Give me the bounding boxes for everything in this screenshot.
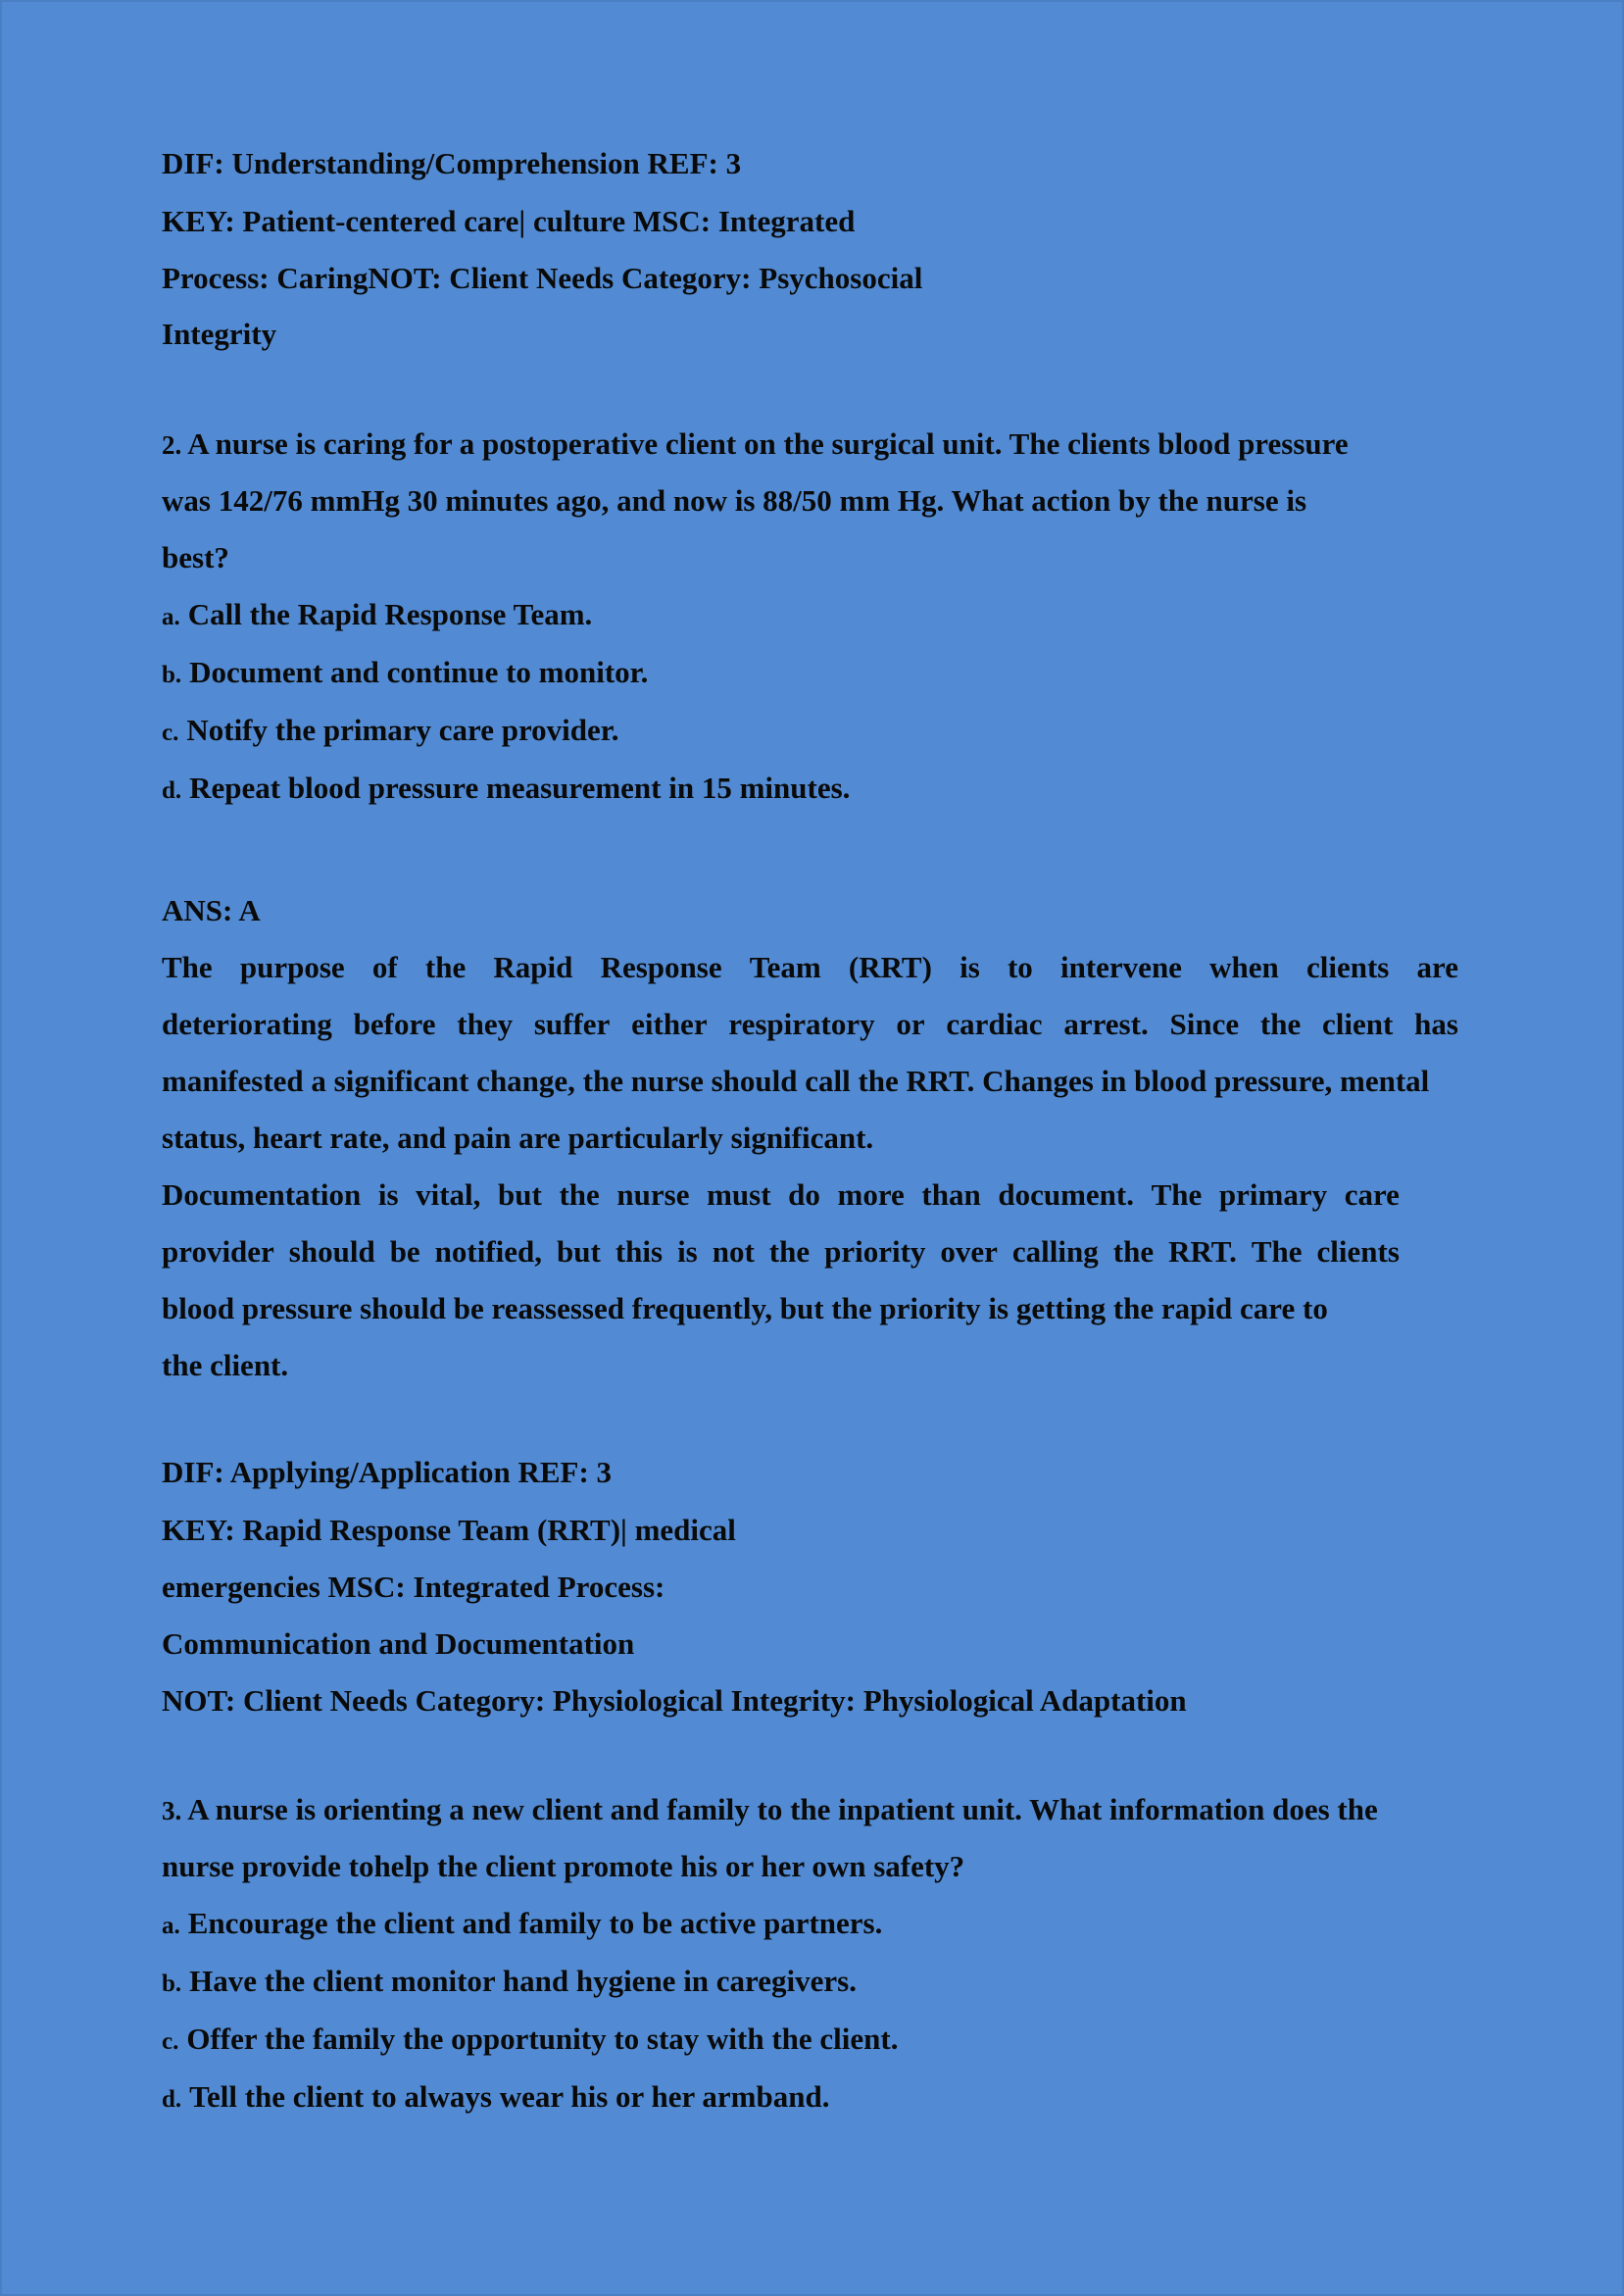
q3-option-a-letter: a. [162,1913,180,1939]
q2-option-c-letter: c. [162,720,179,746]
meta2-line3: emergencies MSC: Integrated Process: [162,1570,665,1604]
rationale-line-2 [162,1009,1458,1039]
q2-option-d-text: Repeat blood pressure measurement in 15 minutes. [189,771,851,805]
justified-word: this [615,1234,664,1269]
justified-word: (RRT) [848,950,932,984]
q3-option-b-text: Have the client monitor hand hygiene in caregivers. [189,1964,857,1998]
justified-word: RRT. [1168,1234,1237,1269]
q2-option-d-letter: d. [162,777,182,804]
meta2-key: KEY: Rapid Response Team (RRT)| medical [162,1513,736,1547]
q2-option-c [162,715,618,745]
justified-word: but [557,1234,601,1269]
justified-word: are [1416,950,1458,984]
q3-option-b-letter: b. [162,1971,182,1997]
justified-word: nurse [616,1177,690,1212]
q2-option-b-text: Document and continue to monitor. [189,655,649,689]
rationale-line-4: status, heart rate, and pain are particularly significant. [162,1121,874,1155]
q3-stem-line2: nurse provide tohelp the client promote his or her own safety? [162,1849,965,1883]
meta1-integrity: Integrity [162,317,277,351]
justified-word: the [559,1177,600,1212]
justified-word: when [1209,950,1279,984]
q3-option-b [162,1966,857,1996]
rationale-line-3: manifested a significant change, the nurse should call the RRT. Changes in blood pressure, mental [162,1064,1430,1098]
q2-option-a-text: Call the Rapid Response Team. [187,597,593,631]
q2-answer: ANS: A [162,893,261,927]
justified-word: Rapid [493,950,573,984]
q3-stem-line1 [162,1794,1378,1824]
justified-word: respiratory [728,1007,875,1041]
justified-word: clients [1316,1234,1400,1269]
q2-option-d [162,773,850,803]
justified-word: of [371,950,398,984]
q3-stem-text1: A nurse is orienting a new client and family to the inpatient unit. What information does the [187,1792,1378,1826]
justified-word: the [1112,1234,1155,1269]
q3-option-c-letter: c. [162,2028,179,2055]
justified-word: before [353,1007,436,1041]
q2-stem-line1 [162,428,1349,459]
justified-word: but [498,1177,542,1212]
justified-word: The [162,950,213,984]
q3-option-c-text: Offer the family the opportunity to stay with the client. [186,2021,899,2056]
justified-word: the [768,1234,811,1269]
q2-option-c-text: Notify the primary care provider. [186,713,619,747]
justified-word: cardiac [946,1007,1043,1041]
justified-word: priority [824,1234,926,1269]
meta1-dif: DIF: Understanding/Comprehension REF: 3 [162,146,742,180]
justified-word: notified, [434,1234,543,1269]
justified-word: The [1251,1234,1303,1269]
justified-word: Response [600,950,722,984]
rationale-line-8: the client. [162,1348,289,1382]
q2-option-a-letter: a. [162,604,180,630]
justified-word: calling [1011,1234,1099,1269]
meta1-process: Process: CaringNOT: Client Needs Category: Psychosocial [162,261,923,295]
rationale-line-5 [162,1179,1400,1210]
justified-word: intervene [1059,950,1182,984]
q2-option-b-letter: b. [162,662,182,688]
justified-word: than [921,1177,981,1212]
justified-word: deteriorating [162,1007,332,1041]
q3-option-a [162,1908,882,1938]
justified-word: care [1344,1177,1400,1212]
justified-word: to [1007,950,1033,984]
justified-word: must [707,1177,771,1212]
justified-word: suffer [533,1007,611,1041]
justified-word: arrest. [1063,1007,1149,1041]
justified-word: purpose [239,950,345,984]
justified-word: Since [1169,1007,1240,1041]
justified-word: or [896,1007,925,1041]
justified-word: Team [749,950,821,984]
q2-option-a [162,599,592,629]
justified-word: has [1414,1007,1458,1041]
justified-word: they [457,1007,514,1041]
justified-word: The [1151,1177,1203,1212]
justified-word: the [424,950,467,984]
q2-number: 2. [162,430,182,460]
q3-option-c [162,2023,898,2054]
q2-option-b [162,657,648,687]
q3-option-d-letter: d. [162,2086,182,2113]
q2-stem-line2: was 142/76 mmHg 30 minutes ago, and now is 88/50 mm Hg. What action by the nurse is [162,483,1307,518]
rationale-line-7: blood pressure should be reassessed frequently, but the priority is getting the rapid care to [162,1291,1328,1325]
justified-word: client [1322,1007,1394,1041]
justified-word: is [677,1234,698,1269]
q3-option-d-text: Tell the client to always wear his or her armband. [189,2079,830,2114]
justified-word: the [1259,1007,1302,1041]
justified-word: either [631,1007,708,1041]
q3-option-d [162,2081,829,2112]
meta2-not: NOT: Client Needs Category: Physiological Integrity: Physiological Adaptation [162,1683,1187,1718]
justified-word: should [288,1234,375,1269]
justified-word: provider [162,1234,274,1269]
rationale-line-6 [162,1236,1400,1267]
justified-word: clients [1305,950,1390,984]
q2-stem-text1: A nurse is caring for a postoperative client on the surgical unit. The clients blood pressure [187,426,1349,461]
meta1-key: KEY: Patient-centered care| culture MSC: Integrated [162,204,856,238]
justified-word: primary [1218,1177,1328,1212]
justified-word: more [837,1177,905,1212]
meta2-dif: DIF: Applying/Application REF: 3 [162,1455,613,1489]
justified-word: is [960,950,980,984]
meta2-line4: Communication and Documentation [162,1626,635,1661]
justified-word: document. [998,1177,1134,1212]
justified-word: vital, [416,1177,481,1212]
justified-word: is [377,1177,399,1212]
justified-word: do [788,1177,820,1212]
justified-word: over [940,1234,998,1269]
rationale-line-1 [162,952,1458,982]
justified-word: be [389,1234,420,1269]
q2-stem-line3: best? [162,540,229,574]
q3-option-a-text: Encourage the client and family to be active partners. [187,1906,883,1940]
justified-word: not [712,1234,755,1269]
q3-number: 3. [162,1796,182,1825]
justified-word: Documentation [162,1177,362,1212]
